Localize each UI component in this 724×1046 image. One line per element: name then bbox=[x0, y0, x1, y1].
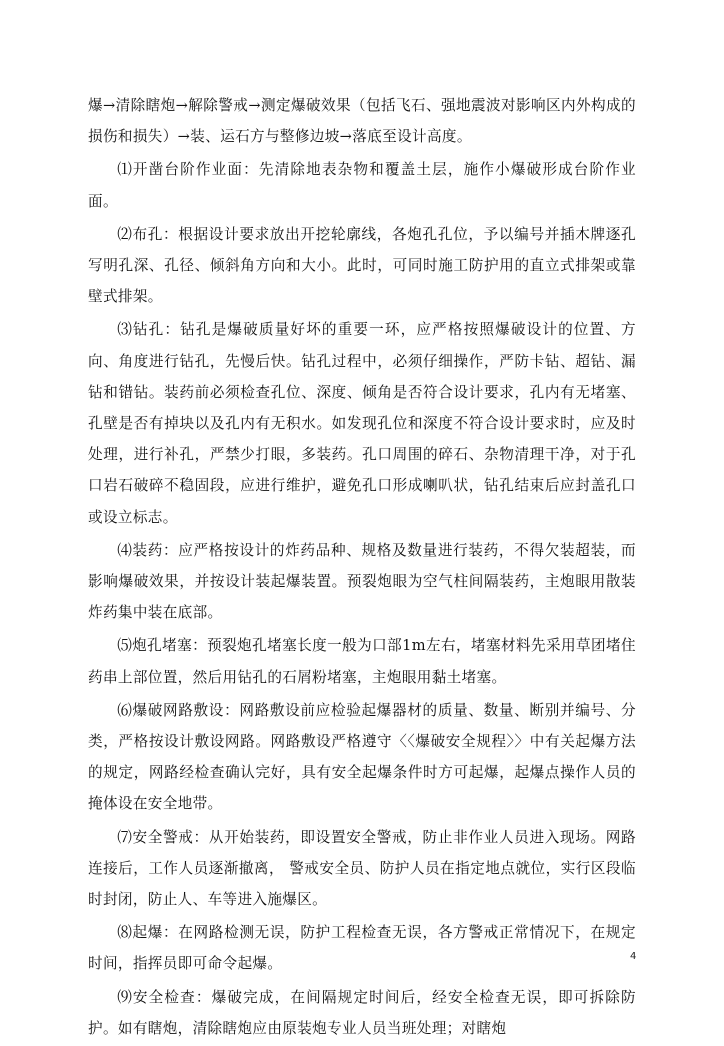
paragraph-step-9: ⑼安全检查：爆破完成，在间隔规定时间后，经安全检查无误，即可拆除防护。如有瞎炮，清除瞎炮应由原装炮专业人员当班处理；对瞎炮 bbox=[88, 988, 636, 1037]
paragraph-step-2: ⑵布孔：根据设计要求放出开挖轮廓线，各炮孔孔位，予以编号并插木牌逐孔写明孔深、孔径、倾斜角方向和大小。此时，可同时施工防护用的直立式排架或靠壁式排架。 bbox=[88, 225, 636, 306]
paragraph-continuation: 爆→清除瞎炮→解除警戒→测定爆破效果（包括飞石、强地震波对影响区内外构成的损伤和损失）→装、运石方与整修边坡→落底至设计高度。 bbox=[88, 97, 636, 146]
paragraph-step-1: ⑴开凿台阶作业面：先清除地表杂物和覆盖土层，施作小爆破形成台阶作业面。 bbox=[88, 161, 636, 210]
paragraph-step-7: ⑺安全警戒：从开始装药，即设置安全警戒，防止非作业人员进入现场。网路连接后，工作人员逐渐撤离， 警戒安全员、防护人员在指定地点就位，实行区段临时封闭，防止人、车等进入施爆区。 bbox=[88, 828, 636, 909]
paragraph-step-4: ⑷装药：应严格按设计的炸药品种、规格及数量进行装药，不得欠装超装，而影响爆破效果，并按设计装起爆装置。预裂炮眼为空气柱间隔装药，主炮眼用散装炸药集中装在底部。 bbox=[88, 541, 636, 622]
paragraph-step-3: ⑶钻孔：钻孔是爆破质量好坏的重要一环，应严格按照爆破设计的位置、方向、角度进行钻孔，先慢后快。钻孔过程中，必须仔细操作，严防卡钻、超钻、漏钻和错钻。装药前必须检查孔位、深度、倾角是否符合设计要求，孔内有无堵塞、孔壁是否有掉块以及孔内有无积水。如发现孔位和深度不符合设计要求时，应及时处理，进行补孔，严禁少打眼，多装药。孔口周围的碎石、杂物清理干净，对于孔口岩石破碎不稳固段，应进行维护，避免孔口形成喇叭状，钻孔结束后应封盖孔口或设立标志。 bbox=[88, 321, 636, 526]
paragraph-step-5: ⑸炮孔堵塞：预裂炮孔堵塞长度一般为口部1m左右，堵塞材料先采用草团堵住药串上部位置，然后用钻孔的石屑粉堵塞，主炮眼用黏土堵塞。 bbox=[88, 637, 636, 686]
paragraph-step-6: ⑹爆破网路敷设：网路敷设前应检验起爆器材的质量、数量、断别并编号、分类，严格按设计敷设网路。网路敷设严格遵守〈〈爆破安全规程〉〉中有关起爆方法的规定，网路经检查确认完好，具有安全起爆条件时方可起爆，起爆点操作人员的掩体设在安全地带。 bbox=[88, 701, 636, 813]
paragraph-step-8: ⑻起爆：在网路检测无误，防护工程检查无误，各方警戒正常情况下，在规定时间，指挥员即可命令起爆。 bbox=[88, 924, 636, 973]
document-body bbox=[88, 90, 636, 1046]
page-number: 4 bbox=[630, 951, 637, 962]
